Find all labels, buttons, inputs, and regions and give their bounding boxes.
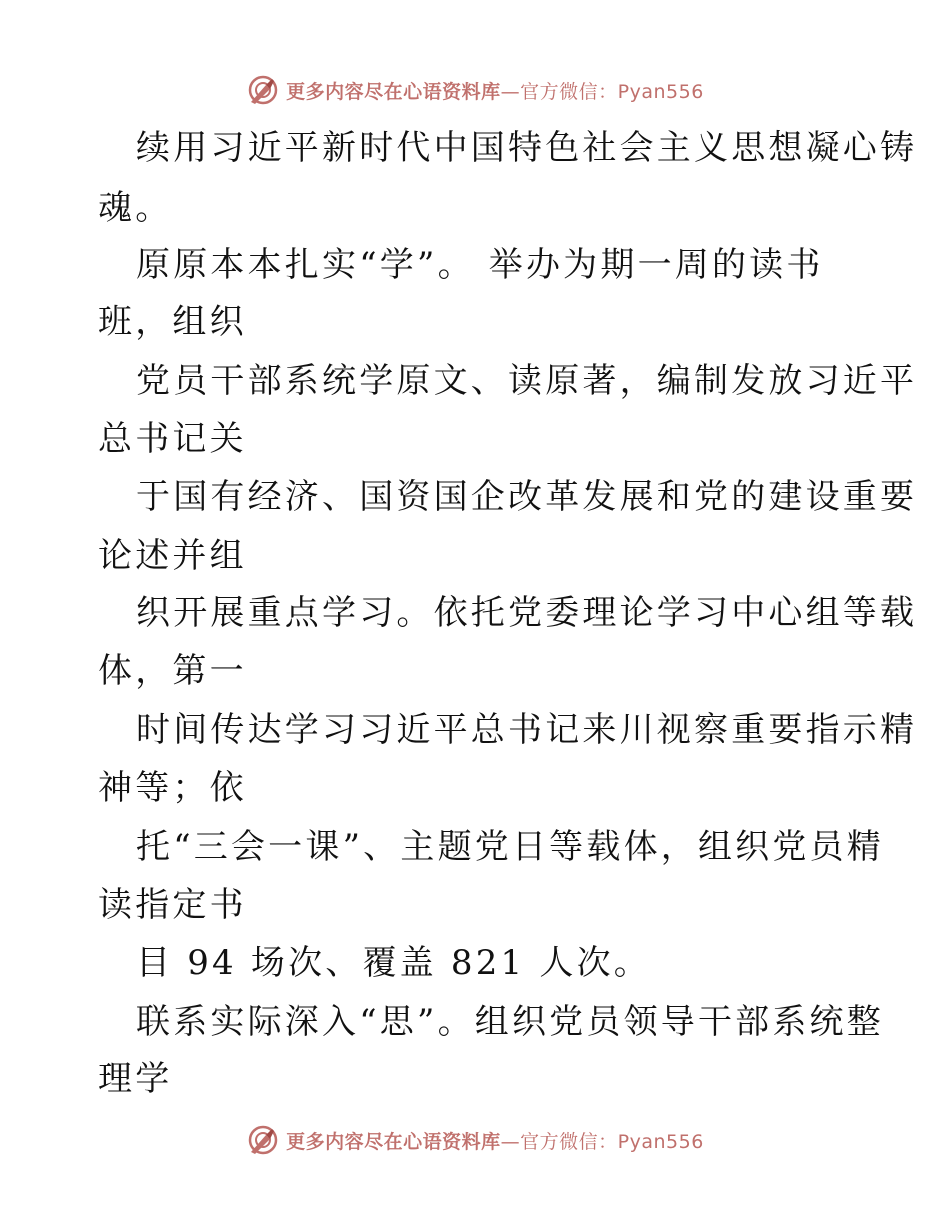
text-line-11: 时间传达学习习近平总书记来川视察重要指示精 (136, 710, 918, 750)
text-line-1: 续用习近平新时代中国特色社会主义思想凝心铸 (136, 128, 918, 168)
footer-banner (0, 1120, 950, 1160)
text-line-9: 织开展重点学习。依托党委理论学习中心组等载 (136, 593, 918, 633)
text-line-2: 魂。 (98, 188, 173, 228)
text-line-17: 理学 (98, 1059, 173, 1099)
pen-logo-icon (246, 73, 280, 107)
text-line-15: 目 94 场次、覆盖 821 人次。 (136, 943, 651, 983)
text-line-13: 托“三会一课”、主题党日等载体，组织党员精 (136, 827, 884, 867)
text-line-14: 读指定书 (98, 885, 247, 925)
text-line-8: 论述并组 (98, 536, 247, 576)
header-banner-text (286, 77, 704, 104)
text-line-3: 原原本本扎实“学”。 举办为期一周的读书 (136, 245, 824, 285)
header-wechat-label: —官方微信：Pyan556 (500, 80, 704, 103)
text-line-6: 总书记关 (98, 419, 247, 459)
text-line-12: 神等；依 (98, 768, 247, 808)
pen-logo-icon (246, 1123, 280, 1157)
text-line-5: 党员干部系统学原文、读原著，编制发放习近平 (136, 361, 918, 401)
text-line-16: 联系实际深入“思”。组织党员领导干部系统整 (136, 1002, 884, 1042)
header-banner (0, 70, 950, 110)
footer-wechat-label: —官方微信：Pyan556 (500, 1130, 704, 1153)
footer-logo-text: 更多内容尽在心语资料库 (286, 1130, 501, 1153)
text-line-7: 于国有经济、国资国企改革发展和党的建设重要 (136, 477, 918, 517)
header-logo-text: 更多内容尽在心语资料库 (286, 80, 501, 103)
text-line-10: 体，第一 (98, 651, 247, 691)
text-line-4: 班，组织 (98, 302, 247, 342)
footer-banner-text (286, 1127, 704, 1154)
